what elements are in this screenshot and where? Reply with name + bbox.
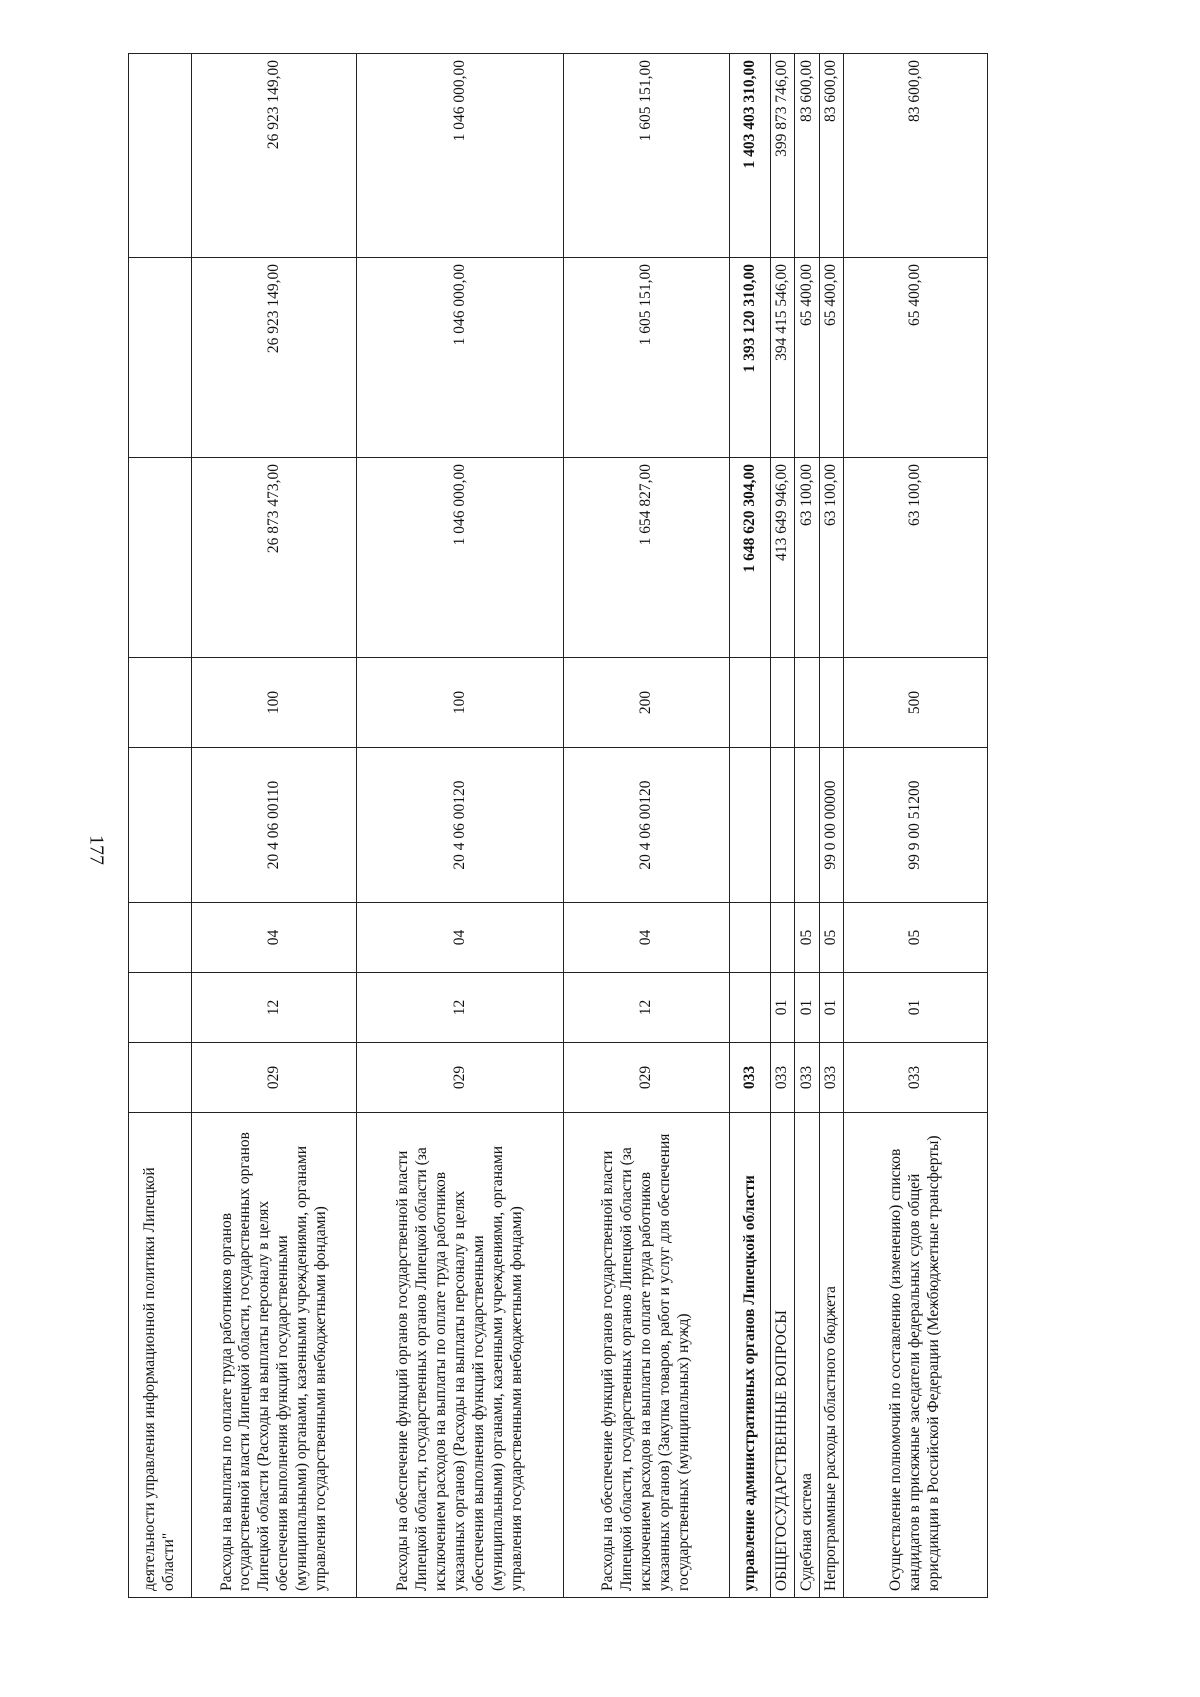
table-row [129, 54, 192, 1598]
amount-year1-cell: 1 046 000,00 [357, 458, 564, 658]
expense-type-cell: 100 [357, 658, 564, 748]
target-article-cell [795, 748, 819, 903]
subsection-code-cell [771, 903, 795, 973]
section-code-cell: 12 [192, 973, 357, 1043]
page-number: 177 [85, 835, 108, 865]
table-row [819, 54, 843, 1598]
target-article-cell: 99 0 00 00000 [819, 748, 843, 903]
amount-year3-cell: 1 403 403 310,00 [730, 54, 771, 258]
section-code-cell: 01 [844, 973, 988, 1043]
amount-year1-cell: 63 100,00 [819, 458, 843, 658]
table-row [730, 54, 771, 1598]
amount-year3-cell: 1 605 151,00 [564, 54, 730, 258]
amount-year2-cell: 65 400,00 [795, 258, 819, 458]
expense-type-cell: 200 [564, 658, 730, 748]
amount-year2-cell: 1 605 151,00 [564, 258, 730, 458]
amount-year1-cell: 1 654 827,00 [564, 458, 730, 658]
admin-code-cell: 029 [192, 1043, 357, 1113]
row-name-cell: Расходы на обеспечение функций органов государственной власти Липецкой области, государственных органов Липецкой области (за исключением расходов на выплаты по оплате труда работников указанных органов) (Расходы на выплаты персоналу в целях обеспечения выполнения функций государственными (муниципальными) органами, казенными учреждениями, органами управления государственными внебюджетными фондами) [357, 1113, 564, 1598]
section-code-cell: 12 [564, 973, 730, 1043]
rotated-page-content [128, 54, 988, 1598]
row-name-cell: Осуществление полномочий по составлению (изменению) списков кандидатов в присяжные заседатели федеральных судов общей юрисдикции в Российской Федерации (Межбюджетные трансферты) [844, 1113, 988, 1598]
section-code-cell [730, 973, 771, 1043]
expense-type-cell [730, 658, 771, 748]
expense-type-cell [129, 658, 192, 748]
row-name-cell: деятельности управления информационной политики Липецкой области" [129, 1113, 192, 1598]
amount-year2-cell: 26 923 149,00 [192, 258, 357, 458]
expense-type-cell [771, 658, 795, 748]
subsection-code-cell: 04 [564, 903, 730, 973]
section-code-cell [129, 973, 192, 1043]
subsection-code-cell: 05 [819, 903, 843, 973]
amount-year2-cell: 394 415 546,00 [771, 258, 795, 458]
expense-type-cell [819, 658, 843, 748]
amount-year2-cell [129, 258, 192, 458]
subsection-code-cell [730, 903, 771, 973]
admin-code-cell: 033 [795, 1043, 819, 1113]
table-row [192, 54, 357, 1598]
row-name-cell: Судебная система [795, 1113, 819, 1598]
amount-year3-cell: 399 873 746,00 [771, 54, 795, 258]
table-row [795, 54, 819, 1598]
admin-code-cell: 033 [771, 1043, 795, 1113]
target-article-cell: 99 9 00 51200 [844, 748, 988, 903]
row-name-cell: Непрограммные расходы областного бюджета [819, 1113, 843, 1598]
admin-code-cell: 033 [844, 1043, 988, 1113]
table-row [357, 54, 564, 1598]
amount-year2-cell: 65 400,00 [844, 258, 988, 458]
admin-code-cell [129, 1043, 192, 1113]
amount-year3-cell [129, 54, 192, 258]
subsection-code-cell: 05 [844, 903, 988, 973]
subsection-code-cell: 05 [795, 903, 819, 973]
row-name-cell: Расходы на выплаты по оплате труда работников органов государственной власти Липецкой области, государственных органов Липецкой области (Расходы на выплаты персоналу в целях обеспечения выполнения функций государственными (муниципальными) органами, казенными учреждениями, органами управления государственными внебюджетными фондами) [192, 1113, 357, 1598]
amount-year2-cell: 65 400,00 [819, 258, 843, 458]
table-body [129, 54, 988, 1598]
target-article-cell [129, 748, 192, 903]
target-article-cell: 20 4 06 00120 [357, 748, 564, 903]
target-article-cell: 20 4 06 00120 [564, 748, 730, 903]
admin-code-cell: 029 [564, 1043, 730, 1113]
budget-table [128, 53, 988, 1598]
amount-year3-cell: 26 923 149,00 [192, 54, 357, 258]
row-name-cell: ОБЩЕГОСУДАРСТВЕННЫЕ ВОПРОСЫ [771, 1113, 795, 1598]
amount-year3-cell: 83 600,00 [844, 54, 988, 258]
admin-code-cell: 033 [730, 1043, 771, 1113]
amount-year1-cell [129, 458, 192, 658]
admin-code-cell: 029 [357, 1043, 564, 1113]
amount-year1-cell: 63 100,00 [795, 458, 819, 658]
amount-year1-cell: 1 648 620 304,00 [730, 458, 771, 658]
row-name-cell: управление административных органов Липецкой области [730, 1113, 771, 1598]
amount-year1-cell: 26 873 473,00 [192, 458, 357, 658]
amount-year3-cell: 83 600,00 [795, 54, 819, 258]
expense-type-cell: 100 [192, 658, 357, 748]
target-article-cell [771, 748, 795, 903]
admin-code-cell: 033 [819, 1043, 843, 1113]
target-article-cell [730, 748, 771, 903]
expense-type-cell [795, 658, 819, 748]
row-name-cell: Расходы на обеспечение функций органов государственной власти Липецкой области, государственных органов Липецкой области (за исключением расходов на выплаты по оплате труда работников указанных органов) (Закупка товаров, работ и услуг для обеспечения государственных (муниципальных) нужд) [564, 1113, 730, 1598]
amount-year3-cell: 83 600,00 [819, 54, 843, 258]
table-row [844, 54, 988, 1598]
amount-year3-cell: 1 046 000,00 [357, 54, 564, 258]
section-code-cell: 01 [795, 973, 819, 1043]
section-code-cell: 01 [819, 973, 843, 1043]
section-code-cell: 01 [771, 973, 795, 1043]
amount-year1-cell: 63 100,00 [844, 458, 988, 658]
table-row [564, 54, 730, 1598]
section-code-cell: 12 [357, 973, 564, 1043]
target-article-cell: 20 4 06 00110 [192, 748, 357, 903]
amount-year2-cell: 1 046 000,00 [357, 258, 564, 458]
amount-year1-cell: 413 649 946,00 [771, 458, 795, 658]
amount-year2-cell: 1 393 120 310,00 [730, 258, 771, 458]
subsection-code-cell: 04 [357, 903, 564, 973]
expense-type-cell: 500 [844, 658, 988, 748]
subsection-code-cell: 04 [192, 903, 357, 973]
subsection-code-cell [129, 903, 192, 973]
table-row [771, 54, 795, 1598]
